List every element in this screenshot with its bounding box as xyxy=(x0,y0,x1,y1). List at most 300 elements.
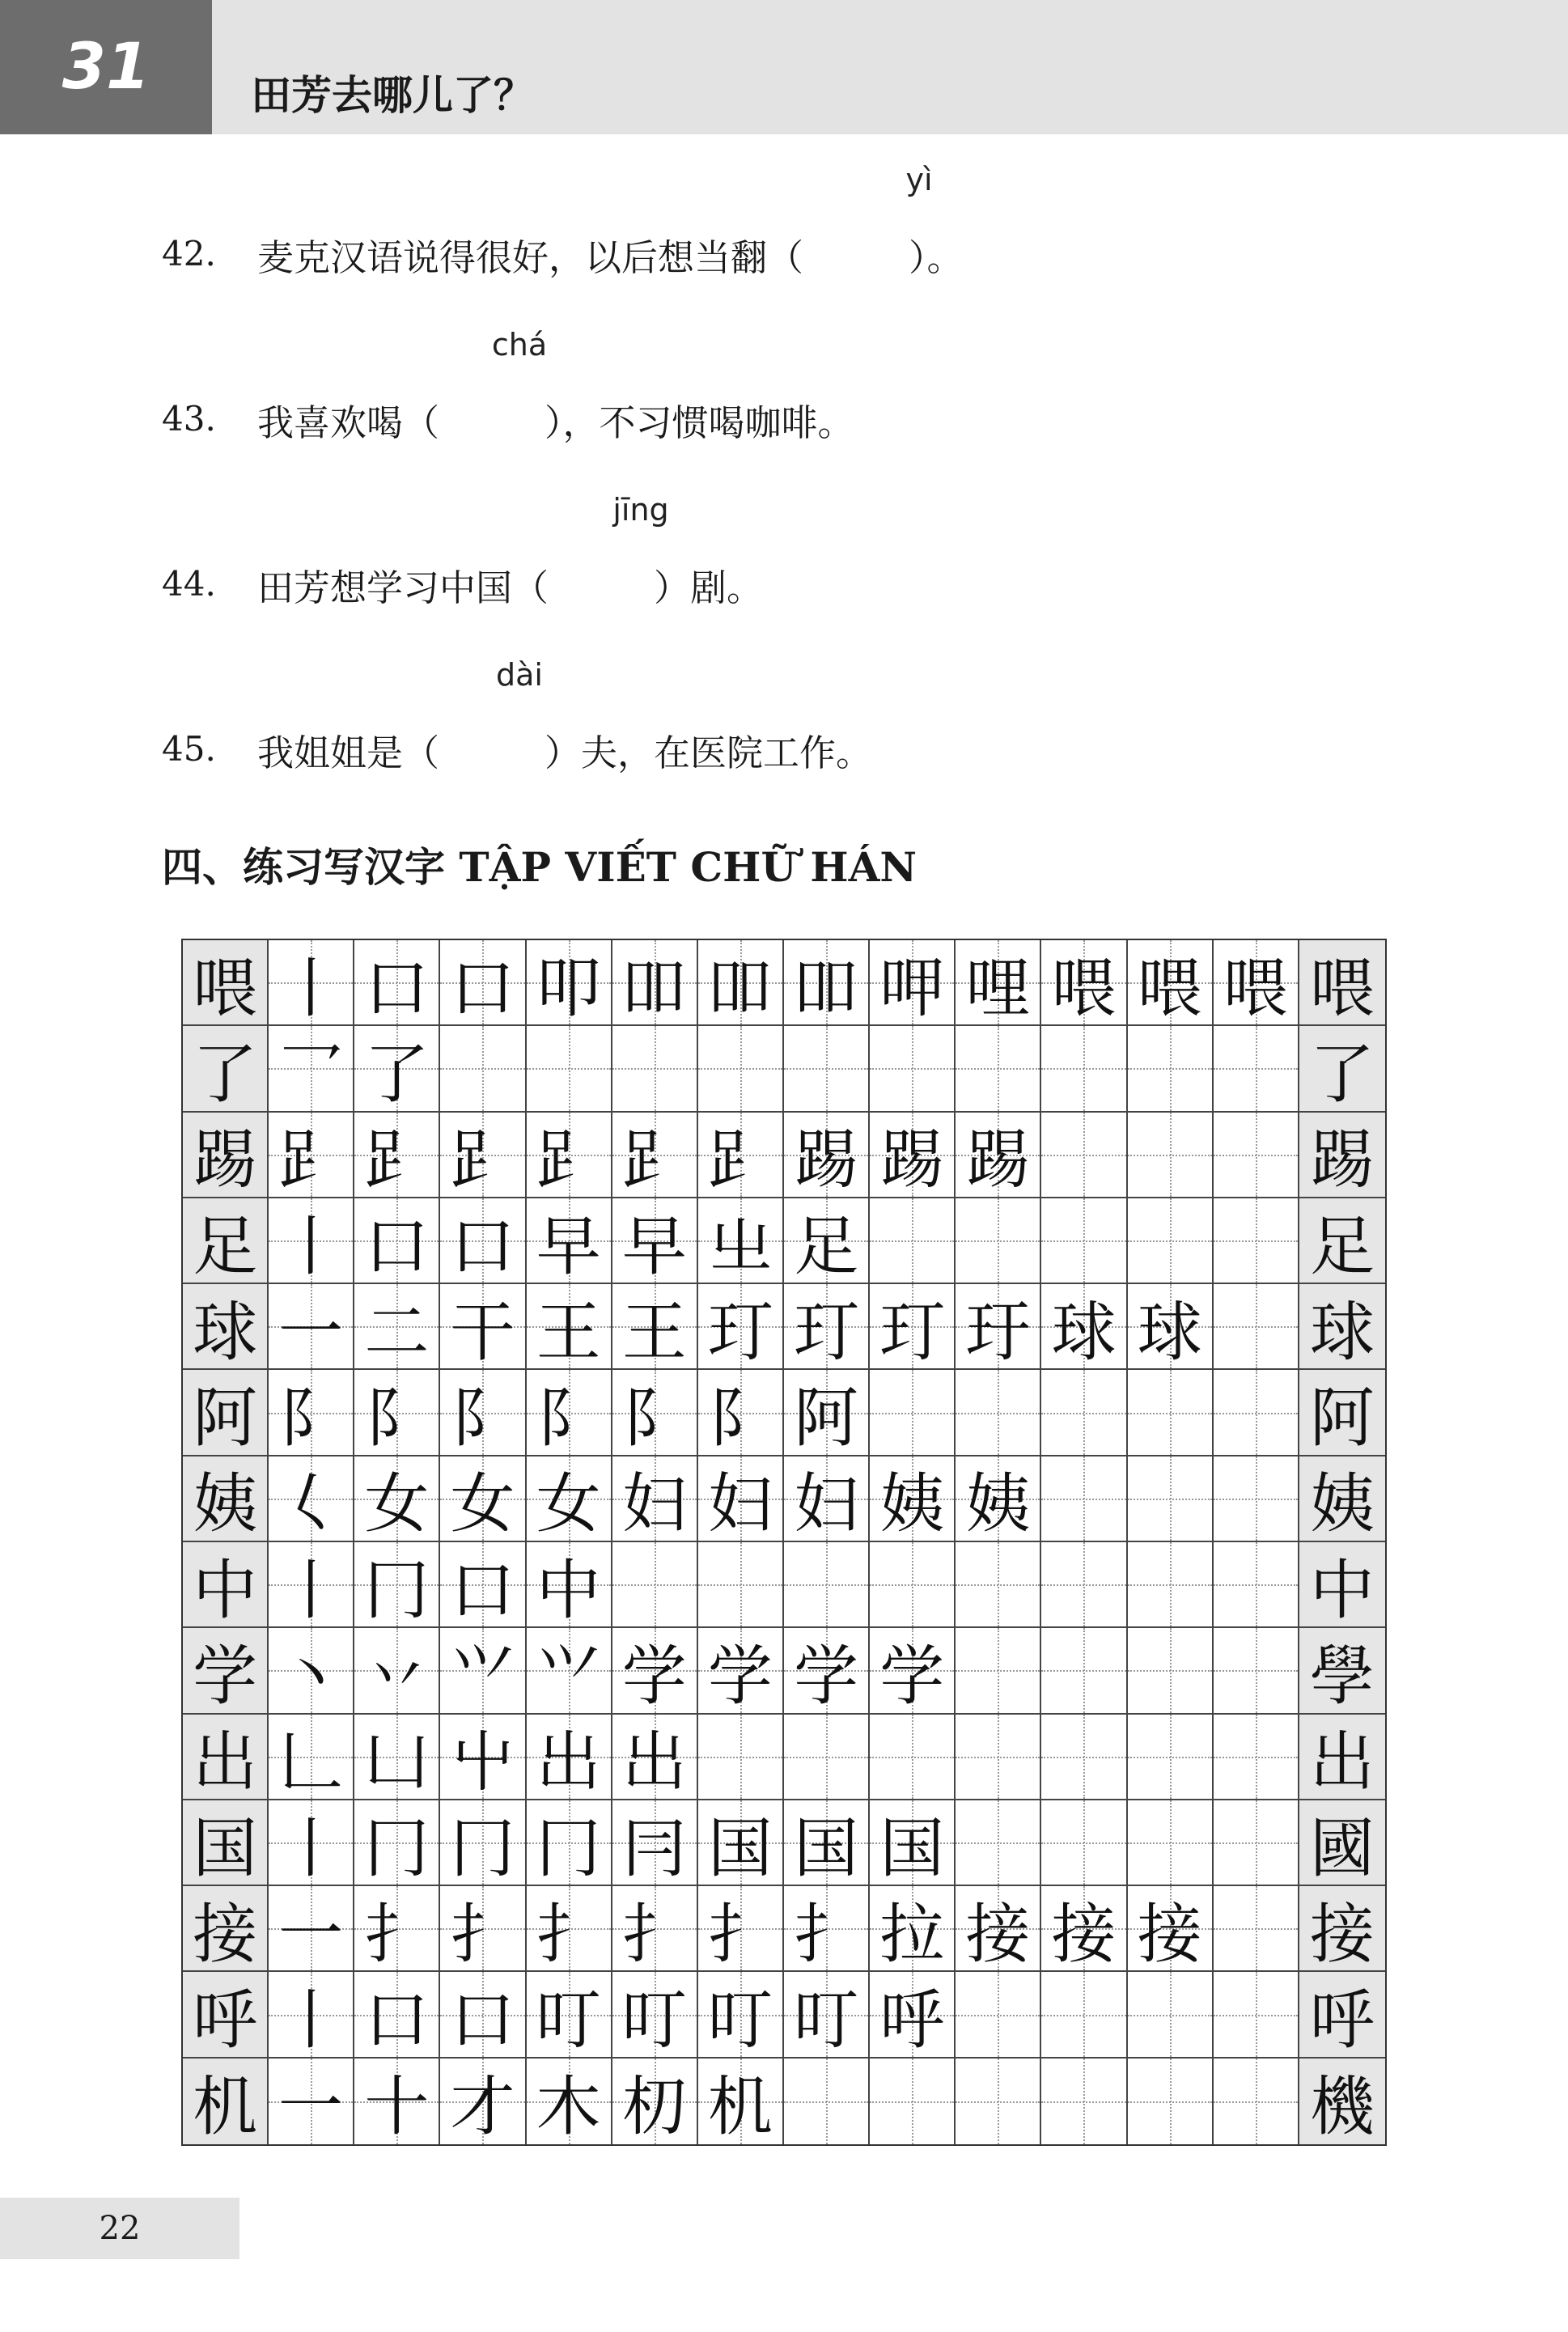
exercise-sentence xyxy=(257,558,763,611)
stroke-order-cell xyxy=(612,1284,698,1370)
stroke-order-cell xyxy=(440,1972,526,2058)
grid-character: 叮 xyxy=(707,1982,773,2059)
grid-character: 国 xyxy=(193,1810,258,1886)
stroke-order-cell xyxy=(1041,1370,1127,1456)
stroke-order-cell xyxy=(698,1370,784,1456)
grid-character: 冂 xyxy=(364,1552,430,1628)
grid-character: 机 xyxy=(707,2069,773,2144)
stroke-order-cell xyxy=(784,1198,870,1284)
stroke-order-cell xyxy=(354,1542,440,1628)
stroke-order-cell xyxy=(698,1628,784,1714)
grid-character: 姨 xyxy=(1309,1466,1375,1542)
stroke-order-cell xyxy=(612,1542,698,1628)
grid-character: 干 xyxy=(450,1294,515,1370)
grid-character: 妇 xyxy=(794,1466,859,1542)
stroke-order-cell xyxy=(1214,1972,1299,2058)
stroke-order-cell xyxy=(956,1715,1041,1800)
stroke-order-cell xyxy=(612,1628,698,1714)
exercise-43 xyxy=(162,304,1456,474)
stroke-order-cell xyxy=(784,1886,870,1972)
grid-character: 扌 xyxy=(450,1896,515,1972)
exercise-number: 43. xyxy=(162,399,216,439)
traditional-character-cell xyxy=(1299,1972,1385,2058)
grid-character: 王 xyxy=(621,1294,687,1370)
stroke-order-cell xyxy=(354,1198,440,1284)
stroke-order-cell xyxy=(1041,1542,1127,1628)
stroke-order-cell xyxy=(698,940,784,1026)
stroke-order-cell xyxy=(440,1628,526,1714)
stroke-order-cell xyxy=(612,1370,698,1456)
stroke-order-cell xyxy=(1128,1628,1214,1714)
exercise-45 xyxy=(162,634,1456,804)
grid-character: 呼 xyxy=(1309,1982,1375,2059)
grid-character: 阝 xyxy=(707,1380,773,1456)
stroke-order-cell xyxy=(956,1026,1041,1112)
sentence-after-blank: ），不习惯喝咖啡。 xyxy=(545,401,854,444)
stroke-order-cell xyxy=(870,1972,956,2058)
grid-character: 扌 xyxy=(536,1896,601,1972)
grid-character: 女 xyxy=(450,1466,515,1542)
stroke-order-cell xyxy=(698,1542,784,1628)
stroke-order-cell xyxy=(612,1886,698,1972)
grid-character: 玗 xyxy=(965,1294,1031,1370)
stroke-order-cell xyxy=(870,1628,956,1714)
grid-character: 足 xyxy=(1309,1208,1375,1284)
exercise-42 xyxy=(162,139,1456,309)
stroke-order-cell xyxy=(527,1800,612,1886)
grid-character: 𠃊 xyxy=(278,1724,344,1800)
stroke-order-cell xyxy=(784,2059,870,2144)
stroke-order-cell xyxy=(870,1113,956,1198)
stroke-order-cell xyxy=(269,2059,354,2144)
stroke-order-cell xyxy=(1041,1628,1127,1714)
stroke-order-cell xyxy=(440,1715,526,1800)
stroke-order-cell xyxy=(1128,1886,1214,1972)
stroke-order-cell xyxy=(1214,1800,1299,1886)
grid-character: 阿 xyxy=(794,1380,859,1456)
model-character-cell xyxy=(183,940,269,1026)
stroke-order-cell xyxy=(1128,1370,1214,1456)
stroke-order-cell xyxy=(1128,1800,1214,1886)
stroke-order-cell xyxy=(440,1113,526,1198)
traditional-character-cell xyxy=(1299,1628,1385,1714)
grid-character: 一 xyxy=(278,1294,344,1370)
stroke-order-cell xyxy=(870,2059,956,2144)
grid-character: 球 xyxy=(193,1294,258,1370)
grid-character: 喂 xyxy=(1309,950,1375,1026)
stroke-order-cell xyxy=(784,1284,870,1370)
traditional-character-cell xyxy=(1299,2059,1385,2144)
pinyin-hint: dài xyxy=(496,657,543,693)
stroke-order-cell xyxy=(698,1886,784,1972)
grid-character: 玎 xyxy=(794,1294,859,1370)
exercise-sentence xyxy=(257,228,964,281)
stroke-order-cell xyxy=(354,1628,440,1714)
stroke-order-cell xyxy=(698,1972,784,2058)
grid-character: 中 xyxy=(1309,1552,1375,1628)
grid-character: 口 xyxy=(364,950,430,1026)
stroke-order-cell xyxy=(269,1198,354,1284)
stroke-order-cell xyxy=(870,1198,956,1284)
stroke-order-cell xyxy=(269,1542,354,1628)
stroke-order-cell xyxy=(527,940,612,1026)
stroke-order-cell xyxy=(612,1113,698,1198)
stroke-order-cell xyxy=(784,1370,870,1456)
stroke-order-cell xyxy=(1214,2059,1299,2144)
grid-character: 出 xyxy=(621,1724,687,1800)
stroke-order-cell xyxy=(354,1284,440,1370)
model-character-cell xyxy=(183,1542,269,1628)
stroke-order-cell xyxy=(354,1886,440,1972)
grid-character: 足 xyxy=(794,1208,859,1284)
grid-character: 姨 xyxy=(193,1466,258,1542)
stroke-order-cell xyxy=(870,1886,956,1972)
stroke-order-cell xyxy=(1041,1284,1127,1370)
stroke-order-cell xyxy=(784,1628,870,1714)
grid-character: 喂 xyxy=(193,950,258,1026)
stroke-order-cell xyxy=(612,1456,698,1542)
grid-character: 喂 xyxy=(1051,950,1117,1026)
stroke-order-cell xyxy=(698,1198,784,1284)
stroke-order-cell xyxy=(1041,1456,1127,1542)
stroke-order-cell xyxy=(870,1715,956,1800)
grid-character: 十 xyxy=(364,2069,430,2144)
grid-character: 𡿨 xyxy=(278,1466,344,1542)
model-character-cell xyxy=(183,1370,269,1456)
stroke-order-cell xyxy=(527,1198,612,1284)
stroke-order-cell xyxy=(784,1972,870,2058)
sentence-after-blank: ）剧。 xyxy=(654,566,764,609)
grid-character: 𧾷 xyxy=(278,1122,344,1198)
stroke-order-cell xyxy=(527,1370,612,1456)
stroke-order-cell xyxy=(440,1284,526,1370)
stroke-order-cell xyxy=(956,2059,1041,2144)
grid-character: 国 xyxy=(879,1810,945,1886)
stroke-order-cell xyxy=(269,1370,354,1456)
grid-character: 阿 xyxy=(1309,1380,1375,1456)
stroke-order-cell xyxy=(784,1456,870,1542)
stroke-order-cell xyxy=(870,940,956,1026)
stroke-order-cell xyxy=(956,940,1041,1026)
lesson-number: 31 xyxy=(0,0,212,134)
exercise-number: 42. xyxy=(162,234,216,273)
stroke-order-cell xyxy=(870,1542,956,1628)
grid-character: 𧾷 xyxy=(450,1122,515,1198)
grid-character: 出 xyxy=(1309,1724,1375,1800)
stroke-order-cell xyxy=(1041,1800,1127,1886)
stroke-order-cell xyxy=(1128,2059,1214,2144)
grid-character: 丷 xyxy=(364,1638,430,1714)
grid-character: 学 xyxy=(621,1638,687,1714)
traditional-character-cell xyxy=(1299,1370,1385,1456)
grid-character: 哩 xyxy=(965,950,1031,1026)
grid-character: 玎 xyxy=(707,1294,773,1370)
model-character-cell xyxy=(183,1800,269,1886)
grid-character: 喂 xyxy=(1137,950,1202,1026)
grid-character: 凵 xyxy=(364,1724,430,1800)
grid-character: 足 xyxy=(193,1208,258,1284)
stroke-order-cell xyxy=(440,1198,526,1284)
stroke-order-cell xyxy=(354,1026,440,1112)
stroke-order-cell xyxy=(956,1542,1041,1628)
stroke-order-cell xyxy=(354,1113,440,1198)
grid-character: 丨 xyxy=(278,1982,344,2059)
stroke-order-cell xyxy=(440,1026,526,1112)
stroke-order-cell xyxy=(354,1972,440,2058)
grid-character: 冂 xyxy=(364,1810,430,1886)
exercise-number: 44. xyxy=(162,564,216,604)
grid-character: ⺍ xyxy=(536,1638,601,1714)
stroke-order-cell xyxy=(612,1198,698,1284)
grid-character: 㞢 xyxy=(707,1208,773,1284)
sentence-after-blank: ）夫，在医院工作。 xyxy=(545,731,873,774)
stroke-order-cell xyxy=(698,1113,784,1198)
stroke-order-cell xyxy=(956,1113,1041,1198)
grid-character: 学 xyxy=(707,1638,773,1714)
grid-character: 吅 xyxy=(707,950,773,1026)
grid-character: 王 xyxy=(536,1294,601,1370)
stroke-order-cell xyxy=(1128,1972,1214,2058)
exercise-sentence xyxy=(257,393,854,446)
stroke-order-cell xyxy=(354,1370,440,1456)
model-character-cell xyxy=(183,1284,269,1370)
exercise-44 xyxy=(162,469,1456,639)
traditional-character-cell xyxy=(1299,1800,1385,1886)
writing-grid xyxy=(181,939,1387,2146)
stroke-order-cell xyxy=(784,1026,870,1112)
stroke-order-cell xyxy=(354,940,440,1026)
stroke-order-cell xyxy=(1214,1284,1299,1370)
stroke-order-cell xyxy=(527,2059,612,2144)
stroke-order-cell xyxy=(1214,1198,1299,1284)
grid-character: 接 xyxy=(1051,1896,1117,1972)
grid-character: 国 xyxy=(707,1810,773,1886)
grid-character: 呼 xyxy=(193,1982,258,2059)
stroke-order-cell xyxy=(1214,1628,1299,1714)
stroke-order-cell xyxy=(612,940,698,1026)
grid-character: 出 xyxy=(536,1724,601,1800)
sentence-after-blank: ）。 xyxy=(909,236,964,279)
traditional-character-cell xyxy=(1299,1886,1385,1972)
stroke-order-cell xyxy=(698,1715,784,1800)
grid-character: 女 xyxy=(364,1466,430,1542)
stroke-order-cell xyxy=(527,1026,612,1112)
stroke-order-cell xyxy=(1041,1886,1127,1972)
stroke-order-cell xyxy=(956,1628,1041,1714)
stroke-order-cell xyxy=(698,1456,784,1542)
grid-character: 了 xyxy=(364,1036,430,1112)
stroke-order-cell xyxy=(269,1456,354,1542)
grid-character: 叩 xyxy=(536,950,601,1026)
grid-character: 口 xyxy=(450,1552,515,1628)
stroke-order-cell xyxy=(784,1715,870,1800)
stroke-order-cell xyxy=(698,1026,784,1112)
grid-character: 玎 xyxy=(879,1294,945,1370)
grid-character: 一 xyxy=(278,2069,344,2144)
grid-character: 球 xyxy=(1309,1294,1375,1370)
grid-character: 吅 xyxy=(621,950,687,1026)
stroke-order-cell xyxy=(1041,1198,1127,1284)
stroke-order-cell xyxy=(870,1026,956,1112)
grid-character: 机 xyxy=(193,2069,258,2144)
grid-character: 早 xyxy=(621,1208,687,1284)
stroke-order-cell xyxy=(784,1800,870,1886)
stroke-order-cell xyxy=(440,1370,526,1456)
stroke-order-cell xyxy=(440,940,526,1026)
stroke-order-cell xyxy=(956,1886,1041,1972)
grid-character: 学 xyxy=(879,1638,945,1714)
grid-character: 𧾷 xyxy=(707,1122,773,1198)
stroke-order-cell xyxy=(1214,1456,1299,1542)
stroke-order-cell xyxy=(440,1542,526,1628)
grid-character: 喂 xyxy=(1223,950,1288,1026)
stroke-order-cell xyxy=(1214,1542,1299,1628)
model-character-cell xyxy=(183,1456,269,1542)
sentence-before-blank: 我喜欢喝（ xyxy=(257,401,440,444)
grid-character: 阝 xyxy=(278,1380,344,1456)
grid-character: 踢 xyxy=(193,1122,258,1198)
grid-character: 踢 xyxy=(1309,1122,1375,1198)
stroke-order-cell xyxy=(269,1800,354,1886)
grid-character: 𧾷 xyxy=(536,1122,601,1198)
sentence-before-blank: 我姐姐是（ xyxy=(257,731,440,774)
grid-character: 叮 xyxy=(794,1982,859,2059)
grid-character: 国 xyxy=(794,1810,859,1886)
grid-character: 接 xyxy=(193,1896,258,1972)
stroke-order-cell xyxy=(612,1800,698,1886)
stroke-order-cell xyxy=(1041,1026,1127,1112)
grid-character: 𧾷 xyxy=(621,1122,687,1198)
stroke-order-cell xyxy=(440,1800,526,1886)
grid-character: 口 xyxy=(450,1982,515,2059)
stroke-order-cell xyxy=(354,1715,440,1800)
grid-character: 朷 xyxy=(621,2069,687,2144)
grid-character: 踢 xyxy=(965,1122,1031,1198)
grid-character: 了 xyxy=(193,1036,258,1112)
lesson-title: 田芳去哪儿了？ xyxy=(251,72,534,119)
stroke-order-cell xyxy=(1041,1715,1127,1800)
grid-character: ⺍ xyxy=(450,1638,515,1714)
grid-character: 拉 xyxy=(879,1896,945,1972)
sentence-before-blank: 麦克汉语说得很好，以后想当翻（ xyxy=(257,236,804,279)
grid-character: 才 xyxy=(450,2069,515,2144)
pinyin-hint: chá xyxy=(491,327,548,363)
stroke-order-cell xyxy=(527,1972,612,2058)
stroke-order-cell xyxy=(269,1026,354,1112)
stroke-order-cell xyxy=(1128,1026,1214,1112)
grid-character: 阝 xyxy=(450,1380,515,1456)
stroke-order-cell xyxy=(870,1800,956,1886)
grid-character: 中 xyxy=(536,1552,601,1628)
stroke-order-cell xyxy=(527,1628,612,1714)
stroke-order-cell xyxy=(1128,1284,1214,1370)
stroke-order-cell xyxy=(354,1456,440,1542)
grid-character: 吅 xyxy=(794,950,859,1026)
grid-character: 了 xyxy=(1309,1036,1375,1112)
traditional-character-cell xyxy=(1299,1113,1385,1198)
stroke-order-cell xyxy=(1128,1198,1214,1284)
grid-character: 呼 xyxy=(879,1982,945,2059)
grid-character: 冂 xyxy=(536,1810,601,1886)
grid-character: 学 xyxy=(794,1638,859,1714)
grid-character: 二 xyxy=(364,1294,430,1370)
stroke-order-cell xyxy=(269,940,354,1026)
stroke-order-cell xyxy=(440,2059,526,2144)
grid-character: 叮 xyxy=(621,1982,687,2059)
grid-character: 踢 xyxy=(879,1122,945,1198)
model-character-cell xyxy=(183,1198,269,1284)
pinyin-hint: jīng xyxy=(612,492,669,528)
model-character-cell xyxy=(183,1715,269,1800)
traditional-character-cell xyxy=(1299,1026,1385,1112)
stroke-order-cell xyxy=(612,2059,698,2144)
grid-character: 阝 xyxy=(364,1380,430,1456)
stroke-order-cell xyxy=(698,2059,784,2144)
grid-character: 扌 xyxy=(707,1896,773,1972)
grid-character: 𧾷 xyxy=(364,1122,430,1198)
stroke-order-cell xyxy=(698,1284,784,1370)
grid-character: 学 xyxy=(193,1638,258,1714)
stroke-order-cell xyxy=(527,1456,612,1542)
grid-character: 阝 xyxy=(621,1380,687,1456)
grid-character: 阿 xyxy=(193,1380,258,1456)
stroke-order-cell xyxy=(527,1886,612,1972)
grid-character: 出 xyxy=(193,1724,258,1800)
stroke-order-cell xyxy=(1128,1456,1214,1542)
grid-character: 接 xyxy=(965,1896,1031,1972)
stroke-order-cell xyxy=(784,940,870,1026)
grid-character: 木 xyxy=(536,2069,601,2144)
traditional-character-cell xyxy=(1299,1284,1385,1370)
grid-character: 接 xyxy=(1137,1896,1202,1972)
stroke-order-cell xyxy=(956,1456,1041,1542)
grid-character: 國 xyxy=(1309,1810,1375,1886)
stroke-order-cell xyxy=(440,1456,526,1542)
grid-character: 早 xyxy=(536,1208,601,1284)
grid-character: 屮 xyxy=(450,1724,515,1800)
grid-character: 口 xyxy=(364,1208,430,1284)
header-band xyxy=(0,0,1568,134)
grid-character: 呷 xyxy=(879,950,945,1026)
grid-character: 姨 xyxy=(965,1466,1031,1542)
stroke-order-cell xyxy=(956,1800,1041,1886)
model-character-cell xyxy=(183,1026,269,1112)
stroke-order-cell xyxy=(1214,1113,1299,1198)
stroke-order-cell xyxy=(956,1198,1041,1284)
page-number: 22 xyxy=(0,2198,239,2259)
stroke-order-cell xyxy=(956,1972,1041,2058)
stroke-order-cell xyxy=(1041,2059,1127,2144)
grid-character: 扌 xyxy=(621,1896,687,1972)
stroke-order-cell xyxy=(698,1800,784,1886)
stroke-order-cell xyxy=(269,1628,354,1714)
grid-character: 丨 xyxy=(278,1552,344,1628)
grid-character: 球 xyxy=(1051,1294,1117,1370)
stroke-order-cell xyxy=(269,1715,354,1800)
stroke-order-cell xyxy=(269,1284,354,1370)
stroke-order-cell xyxy=(870,1456,956,1542)
traditional-character-cell xyxy=(1299,1456,1385,1542)
traditional-character-cell xyxy=(1299,1542,1385,1628)
stroke-order-cell xyxy=(527,1284,612,1370)
stroke-order-cell xyxy=(1041,1972,1127,2058)
stroke-order-cell xyxy=(1128,1715,1214,1800)
stroke-order-cell xyxy=(354,2059,440,2144)
stroke-order-cell xyxy=(612,1715,698,1800)
grid-character: 扌 xyxy=(794,1896,859,1972)
exercise-sentence xyxy=(257,723,872,776)
model-character-cell xyxy=(183,1886,269,1972)
